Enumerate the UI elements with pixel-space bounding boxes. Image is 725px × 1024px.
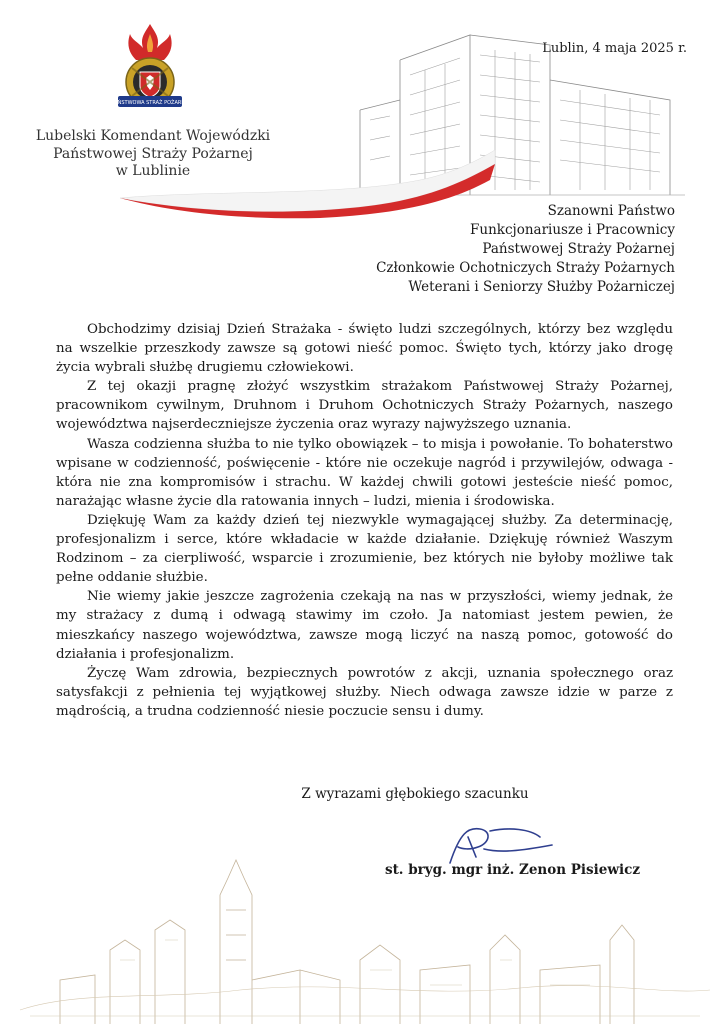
- sender-office: [22, 128, 284, 181]
- office-line: Lubelski Komendant Wojewódzki: [35, 128, 271, 144]
- office-line: Państwowej Straży Pożarnej: [53, 145, 253, 162]
- closing-phrase: Z wyrazami głębokiego szacunku: [301, 786, 529, 802]
- recipient-line: Szanowni Państwo: [547, 203, 675, 219]
- recipient-line: Państwowej Straży Pożarnej: [482, 241, 675, 257]
- body-paragraph: Nie wiemy jakie jeszcze zagrożenia czekają na nas w przyszłości, wiemy jednak, że my strażacy z dumą i odwagą stawimy im czoło. Ja natomiast jestem pewien, że mieszkańcy naszego województwa, zawsze mogą liczyć na naszą pomoc, gotowość do działania i profesjonalizm.: [56, 589, 673, 662]
- fire-service-emblem-logo: [110, 20, 190, 120]
- signer-name: st. bryg. mgr inż. Zenon Pisiewicz: [384, 862, 640, 878]
- body-paragraph: Obchodzimy dzisiaj Dzień Strażaka - święto ludzi szczególnych, którzy bez względu na wszelkie przeszkody zawsze są gotowi nieść pomoc. Święto tych, którzy jako drogę życia wybrali służbę drugiemu człowiekowi.: [56, 322, 673, 376]
- letter-date: Lublin, 4 maja 2025 r.: [542, 41, 687, 56]
- logo-ribbon-text: PAŃSTWOWA STRAŻ POŻARNA: [111, 100, 189, 106]
- recipient-line: Weterani i Seniorzy Służby Pożarniczej: [408, 279, 675, 295]
- recipient-line: Członkowie Ochotniczych Straży Pożarnych: [376, 260, 675, 276]
- recipient-line: Funkcjonariusze i Pracownicy: [470, 222, 675, 238]
- letter-body: [56, 320, 673, 721]
- recipients-block: [376, 202, 675, 297]
- flame-icon: [128, 24, 171, 60]
- body-paragraph: Z tej okazji pragnę złożyć wszystkim strażakom Państwowej Straży Pożarnej, pracownikom cywilnym, Druhnom i Druhom Ochotniczych Straży Pożarnych, naszego województwa najserdeczniejsze życzenia oraz wyrazy najwyższego uznania.: [56, 379, 673, 433]
- body-paragraph: Wasza codzienna służba to nie tylko obowiązek – to misja i powołanie. To bohaterstwo wpisane w codzienność, poświęcenie - które nie oczekuje nagród i przywilejów, odwaga - która nie zna kompromisów i strachu. W każdej chwili gotowi jesteście nieść pomoc, narażając własne życie dla ratowania innych – ludzi, mienia i środowiska.: [56, 436, 673, 509]
- body-paragraph: Dziękuję Wam za każdy dzień tej niezwykle wymagającej służby. Za determinację, profesjonalizm i serce, które wkładacie w każde działanie. Dziękuję również Waszym Rodzinom – za cierpliwość, wsparcie i zrozumienie, bez których nie byłoby możliwe tak pełne oddanie służbie.: [56, 512, 673, 586]
- body-paragraph: Życzę Wam zdrowia, bezpiecznych powrotów z akcji, uznania społecznego oraz satysfakcji z pełnienia tej wyjątkowej służby. Niech odwaga zawsze idzie w parze z mądrością, a trudna codzienność niesie poczucie sensu i dumy.: [56, 665, 673, 719]
- office-line: w Lublinie: [115, 163, 191, 179]
